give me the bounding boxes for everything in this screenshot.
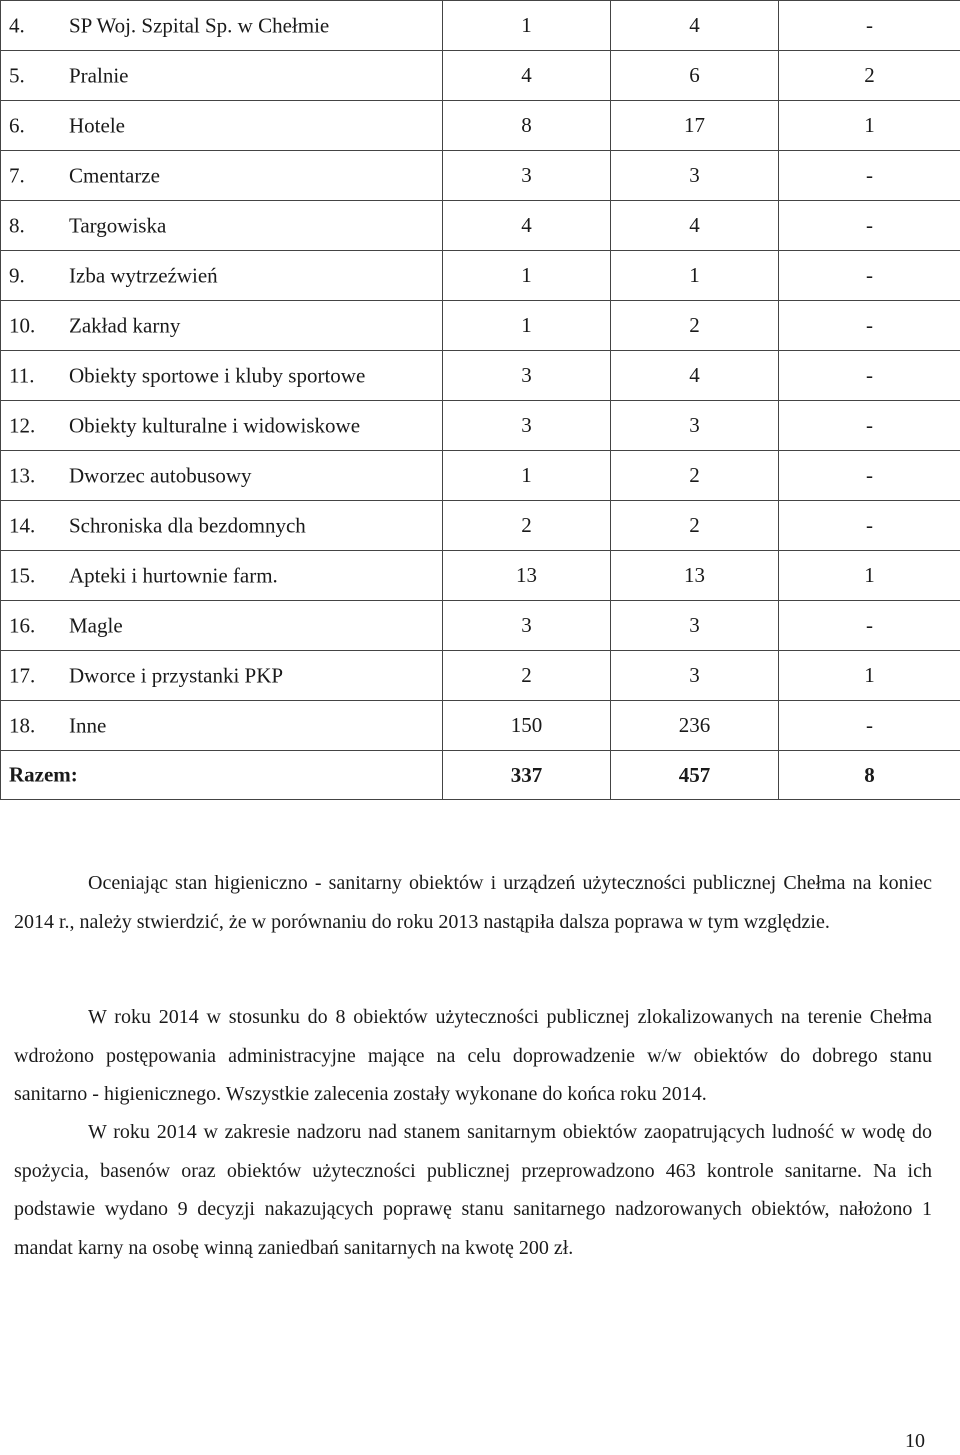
row-number: 4. — [9, 13, 25, 37]
value-cell: 1 — [443, 1, 611, 51]
facility-name: SP Woj. Szpital Sp. w Chełmie — [69, 13, 330, 37]
facility-cell — [1, 251, 443, 301]
facility-name: Obiekty sportowe i kluby sportowe — [69, 363, 366, 387]
facility-cell — [1, 351, 443, 401]
value-cell: 2 — [611, 501, 779, 551]
total-value-cell: 337 — [443, 751, 611, 800]
row-number: 7. — [9, 163, 25, 187]
value-cell: 6 — [611, 51, 779, 101]
value-cell: 1 — [443, 251, 611, 301]
value-cell: 4 — [611, 201, 779, 251]
total-label-cell — [1, 751, 443, 800]
facility-cell — [1, 201, 443, 251]
row-number: 16. — [9, 613, 36, 637]
facility-cell — [1, 701, 443, 751]
facility-cell — [1, 51, 443, 101]
facility-cell — [1, 501, 443, 551]
value-cell: 17 — [611, 101, 779, 151]
value-cell: - — [779, 351, 960, 401]
facility-name: Hotele — [69, 113, 125, 137]
total-row — [1, 751, 960, 800]
facility-cell — [1, 101, 443, 151]
total-value-cell: 8 — [779, 751, 960, 800]
row-number: 12. — [9, 413, 36, 437]
facility-cell — [1, 151, 443, 201]
value-cell: 4 — [443, 201, 611, 251]
facility-name: Cmentarze — [69, 163, 160, 187]
value-cell: 1 — [611, 251, 779, 301]
row-number: 11. — [9, 363, 35, 387]
table-row — [1, 101, 960, 151]
value-cell: 1 — [779, 651, 960, 701]
value-cell: 3 — [443, 601, 611, 651]
value-cell: 236 — [611, 701, 779, 751]
table-row — [1, 451, 960, 501]
value-cell: 3 — [443, 151, 611, 201]
facility-cell — [1, 651, 443, 701]
facility-name: Apteki i hurtownie farm. — [69, 563, 278, 587]
table-row — [1, 51, 960, 101]
facility-name: Dworce i przystanki PKP — [69, 663, 284, 687]
value-cell: 1 — [443, 301, 611, 351]
table-row — [1, 501, 960, 551]
value-cell: 1 — [443, 451, 611, 501]
table-row — [1, 201, 960, 251]
table-row — [1, 151, 960, 201]
value-cell: 4 — [443, 51, 611, 101]
value-cell: - — [779, 251, 960, 301]
row-number: 5. — [9, 63, 25, 87]
value-cell: - — [779, 701, 960, 751]
facility-cell — [1, 1, 443, 51]
value-cell: - — [779, 151, 960, 201]
value-cell: 4 — [611, 351, 779, 401]
value-cell: 13 — [443, 551, 611, 601]
table-row — [1, 551, 960, 601]
paragraph-sanitary-supervision: W roku 2014 w zakresie nadzoru nad stanem sanitarnym obiektów zaopatrujących ludność w wodę do spożycia, basenów oraz obiektów użyteczności publicznej przeprowadzono 463 kontrole sanitarne. Na ich podstawie wydano 9 decyzji nakazujących poprawę stanu sanitarnego nadzorowanych obiektów, nałożono 1 mandat karny na osobę winną zaniedbań sanitarnych na kwotę 200 zł. — [14, 1121, 932, 1259]
value-cell: - — [779, 1, 960, 51]
value-cell: 3 — [611, 601, 779, 651]
value-cell: 13 — [611, 551, 779, 601]
facility-name: Inne — [69, 713, 107, 737]
value-cell: 2 — [443, 501, 611, 551]
value-cell: - — [779, 451, 960, 501]
facility-name: Obiekty kulturalne i widowiskowe — [69, 413, 361, 437]
facility-name: Pralnie — [69, 63, 129, 87]
total-label: Razem: — [9, 762, 78, 787]
value-cell: - — [779, 301, 960, 351]
facility-name: Izba wytrzeźwień — [69, 263, 218, 287]
value-cell: 2 — [611, 451, 779, 501]
table-row — [1, 701, 960, 751]
value-cell: 8 — [443, 101, 611, 151]
facility-cell — [1, 451, 443, 501]
facility-cell — [1, 601, 443, 651]
row-number: 9. — [9, 263, 25, 287]
value-cell: - — [779, 501, 960, 551]
row-number: 8. — [9, 213, 25, 237]
value-cell: 3 — [443, 401, 611, 451]
value-cell: 1 — [779, 101, 960, 151]
table-row — [1, 351, 960, 401]
facility-name: Dworzec autobusowy — [69, 463, 252, 487]
facility-cell — [1, 301, 443, 351]
total-value-cell: 457 — [611, 751, 779, 800]
row-number: 13. — [9, 463, 36, 487]
value-cell: - — [779, 401, 960, 451]
value-cell: 1 — [779, 551, 960, 601]
value-cell: 2 — [611, 301, 779, 351]
table-row — [1, 401, 960, 451]
facility-cell — [1, 401, 443, 451]
value-cell: 4 — [611, 1, 779, 51]
facility-name: Targowiska — [69, 213, 167, 237]
table-row — [1, 601, 960, 651]
value-cell: - — [779, 601, 960, 651]
facility-name: Schroniska dla bezdomnych — [69, 513, 306, 537]
facility-name: Zakład karny — [69, 313, 181, 337]
facility-name: Magle — [69, 613, 123, 637]
table-row — [1, 1, 960, 51]
row-number: 17. — [9, 663, 36, 687]
table-row — [1, 651, 960, 701]
row-number: 15. — [9, 563, 36, 587]
row-number: 18. — [9, 713, 36, 737]
facility-cell — [1, 551, 443, 601]
value-cell: - — [779, 201, 960, 251]
value-cell: 2 — [443, 651, 611, 701]
row-number: 6. — [9, 113, 25, 137]
table-row — [1, 251, 960, 301]
value-cell: 2 — [779, 51, 960, 101]
value-cell: 3 — [443, 351, 611, 401]
value-cell: 3 — [611, 401, 779, 451]
row-number: 10. — [9, 313, 36, 337]
paragraph-assessment: Oceniając stan higieniczno - sanitarny obiektów i urządzeń użyteczności publicznej Chełma na koniec 2014 r., należy stwierdzić, że w porównaniu do roku 2013 nastąpiła dalsza poprawa w tym względzie. — [14, 872, 932, 933]
value-cell: 3 — [611, 651, 779, 701]
row-number: 14. — [9, 513, 36, 537]
page-number: 10 — [905, 1430, 925, 1452]
table-row — [1, 301, 960, 351]
paragraph-administrative-proceedings: W roku 2014 w stosunku do 8 obiektów użyteczności publicznej zlokalizowanych na terenie Chełma wdrożono postępowania administracyjne mające na celu doprowadzenie w/w obiektów do dobrego stanu sanitarno - higienicznego. Wszystkie zalecenia zostały wykonane do końca roku 2014. — [14, 1006, 932, 1105]
value-cell: 3 — [611, 151, 779, 201]
table-body — [1, 1, 960, 800]
value-cell: 150 — [443, 701, 611, 751]
